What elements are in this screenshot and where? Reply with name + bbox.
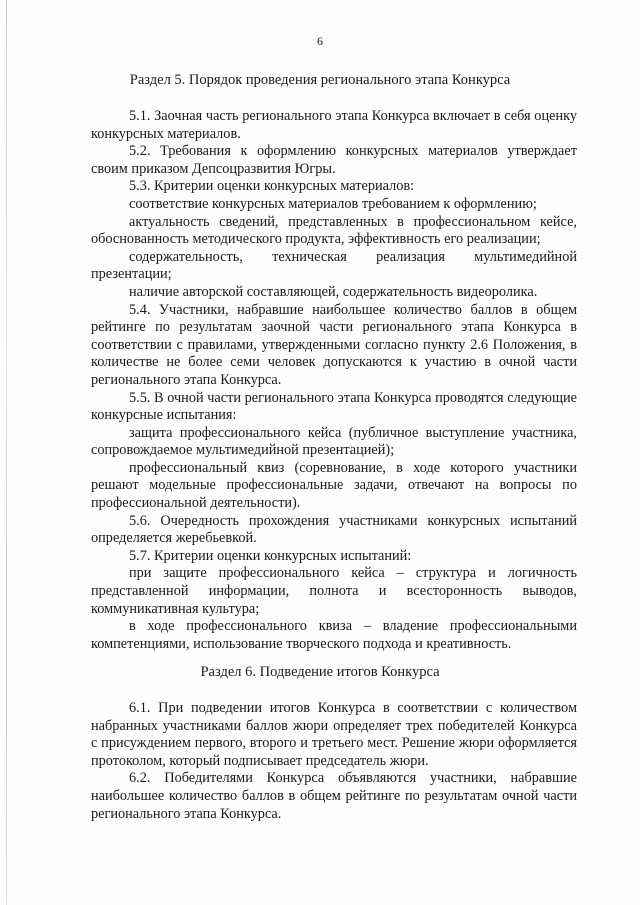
list-item: наличие авторской составляющей, содержательность видеоролика.: [129, 283, 538, 300]
paragraph: 6.2. Победителями Конкурса объявляются участники, набравшие наибольшее количество баллов в общем рейтинге по результатам очной части регионального этапа Конкурса.: [91, 770, 577, 822]
list-item: при защите профессионального кейса – структура и логичность представленной информации, полнота и всесторонность выводов, коммуникативная культура;: [91, 565, 577, 617]
paragraph: 5.2. Требования к оформлению конкурсных материалов утверждает своим приказом Депсоцразвития Югры.: [91, 143, 577, 177]
paragraph: 6.1. При подведении итогов Конкурса в соответствии с количеством набранных участниками баллов жюри определяет трех победителей Конкурса с присуждением первого, второго и третьего мест. Решение жюри оформляется протоколом, который подписывает председатель жюри.: [91, 700, 577, 769]
page-number: 6: [317, 34, 323, 48]
section-6-title: Раздел 6. Подведение итогов Конкурса: [200, 664, 440, 680]
section-5-title: Раздел 5. Порядок проведения регионального этапа Конкурса: [129, 72, 511, 88]
paragraph: 5.5. В очной части регионального этапа Конкурса проводятся следующие конкурсные испытания:: [91, 389, 577, 424]
paragraph: 5.4. Участники, набравшие наибольшее количество баллов в общем рейтинге по результатам заочной части регионального этапа Конкурса в соответствии с правилами, утвержденными согласно пункту 2.6 Положения, в количестве не более семи человек допускаются к участию в очной части регионального этапа Конкурса.: [91, 301, 577, 388]
list-item: актуальность сведений, представленных в профессиональном кейсе, обоснованность методического продукта, эффективность его реализации;: [91, 213, 577, 248]
paragraph: 5.7. Критерии оценки конкурсных испытаний:: [129, 547, 412, 564]
section-6-body: [91, 700, 577, 823]
paragraph: 5.3. Критерии оценки конкурсных материалов:: [129, 178, 415, 195]
list-item: защита профессионального кейса (публичное выступление участника, сопровождаемое мультимедийной презентацией);: [91, 424, 577, 459]
paragraph: 5.6. Очередность прохождения участниками конкурсных испытаний определяется жеребьевкой.: [91, 512, 577, 547]
list-item: соответствие конкурсных материалов требованием к оформлению;: [129, 195, 537, 212]
list-item: содержательность, техническая реализация мультимедийной презентации;: [91, 248, 577, 283]
section-5-body: [91, 108, 577, 653]
list-item: профессиональный квиз (соревнование, в ходе которого участники решают модельные профессиональные задачи, отвечают на вопросы по профессиональной деятельности).: [91, 459, 577, 512]
scan-edge-line: [6, 0, 7, 905]
paragraph: 5.1. Заочная часть регионального этапа Конкурса включает в себя оценку конкурсных материалов.: [91, 108, 577, 142]
list-item: в ходе профессионального квиза – владение профессиональными компетенциями, использование творческого подхода и креативность.: [91, 618, 577, 652]
